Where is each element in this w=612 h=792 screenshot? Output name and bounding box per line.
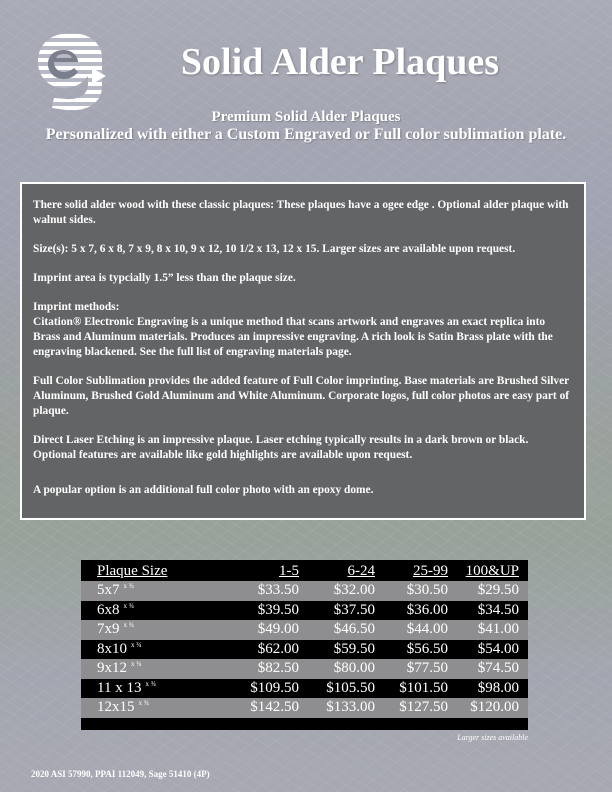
page-title: Solid Alder Plaques <box>180 41 500 83</box>
header-qty-25-99: 25-99 <box>413 563 448 579</box>
table-row <box>81 581 528 601</box>
price-cell: $109.50 <box>250 679 299 696</box>
table-row <box>81 698 528 718</box>
plaque-size-cell: 7x9 $^{x \frac{3}{4}}$ <box>97 621 134 638</box>
price-cell: $77.50 <box>406 660 448 677</box>
description-box <box>20 182 586 520</box>
subtitle-line-2: Personalized with either a Custom Engraved or Full color sublimation plate. <box>45 126 567 143</box>
price-cell: $74.50 <box>477 660 519 677</box>
price-table <box>81 560 528 730</box>
table-row <box>81 659 528 679</box>
price-cell: $32.00 <box>333 582 375 599</box>
eg-logo-icon <box>32 28 108 112</box>
description-photo-option: A popular option is an additional full color photo with an epoxy dome. <box>33 484 374 496</box>
price-cell: $36.00 <box>406 601 448 618</box>
description-intro: There solid alder wood with these classic plaques: These plaques have a ogee edge . Optional alder plaque with walnut sides. <box>33 199 569 226</box>
plaque-size-cell: 5x7 $^{x \frac{3}{4}}$ <box>97 582 134 599</box>
description-sizes: Size(s): 5 x 7, 6 x 8, 7 x 9, 8 x 10, 9 x 12, 10 1/2 x 13, 12 x 15. Larger sizes are available upon request. <box>33 243 516 255</box>
price-cell: $56.50 <box>406 640 448 657</box>
description-sublimation: Full Color Sublimation provides the added feature of Full Color imprinting. Base materials are Brushed Silver Aluminum, Brushed Gold Aluminum and White Aluminum. Corporate logos, full color photos are easy part of plaque. <box>33 375 570 417</box>
price-cell: $34.50 <box>477 601 519 618</box>
plaque-size-cell: 12x15 $^{x \frac{3}{4}}$ <box>97 699 149 716</box>
price-cell: $82.50 <box>257 660 299 677</box>
price-cell: $80.00 <box>333 660 375 677</box>
table-row <box>81 601 528 621</box>
price-cell: $44.00 <box>406 621 448 638</box>
table-row <box>81 679 528 699</box>
price-cell: $101.50 <box>399 679 448 696</box>
subtitle-line-1: Premium Solid Alder Plaques <box>211 109 401 125</box>
price-cell: $133.00 <box>326 699 375 716</box>
price-cell: $105.50 <box>326 679 375 696</box>
footer-supplier-codes: 2020 ASI 57990, PPAI 112049, Sage 51410 (4P) <box>31 769 210 779</box>
table-row <box>81 640 528 660</box>
header-plaque-size: Plaque Size <box>97 563 168 579</box>
price-cell: $120.00 <box>470 699 519 716</box>
price-cell: $59.50 <box>333 640 375 657</box>
subtitle <box>0 108 612 144</box>
plaque-size-cell: 11 x 13 $^{x \frac{3}{4}}$ <box>97 679 156 696</box>
description-imprint-area: Imprint area is typcially 1.5” less than the plaque size. <box>33 272 296 284</box>
header-qty-1-5: 1-5 <box>279 563 299 579</box>
plaque-size-cell: 9x12 $^{x \frac{3}{4}}$ <box>97 660 142 677</box>
price-cell: $127.50 <box>399 699 448 716</box>
price-cell: $142.50 <box>250 699 299 716</box>
price-cell: $54.00 <box>477 640 519 657</box>
price-table-header <box>81 562 528 581</box>
price-cell: $49.00 <box>257 621 299 638</box>
price-cell: $29.50 <box>477 582 519 599</box>
description-imprint-methods-heading: Imprint methods: <box>33 301 120 313</box>
price-cell: $33.50 <box>257 582 299 599</box>
price-cell: $98.00 <box>477 679 519 696</box>
header-qty-100-up: 100&UP <box>465 563 519 579</box>
larger-sizes-note: Larger sizes available <box>457 733 528 742</box>
price-cell: $30.50 <box>406 582 448 599</box>
plaque-size-cell: 6x8 $^{x \frac{3}{4}}$ <box>97 601 134 618</box>
table-row <box>81 620 528 640</box>
description-laser-etching: Direct Laser Etching is an impressive plaque. Laser etching typically results in a dark brown or black. Optional features are available like gold highlights are available upon request. <box>33 434 529 461</box>
price-cell: $37.50 <box>333 601 375 618</box>
price-cell: $46.50 <box>333 621 375 638</box>
price-cell: $39.50 <box>257 601 299 618</box>
price-cell: $62.00 <box>257 640 299 657</box>
plaque-size-cell: 8x10 $^{x \frac{3}{4}}$ <box>97 640 142 657</box>
description-engraving: Citation® Electronic Engraving is a unique method that scans artwork and engraves an exact replica into Brass and Aluminum materials. Produces an impressive engraving. A rich look is Satin Brass plate with the engraving blackened. See the full list of engraving materials page. <box>33 316 553 358</box>
header-qty-6-24: 6-24 <box>347 563 375 579</box>
price-cell: $41.00 <box>477 621 519 638</box>
